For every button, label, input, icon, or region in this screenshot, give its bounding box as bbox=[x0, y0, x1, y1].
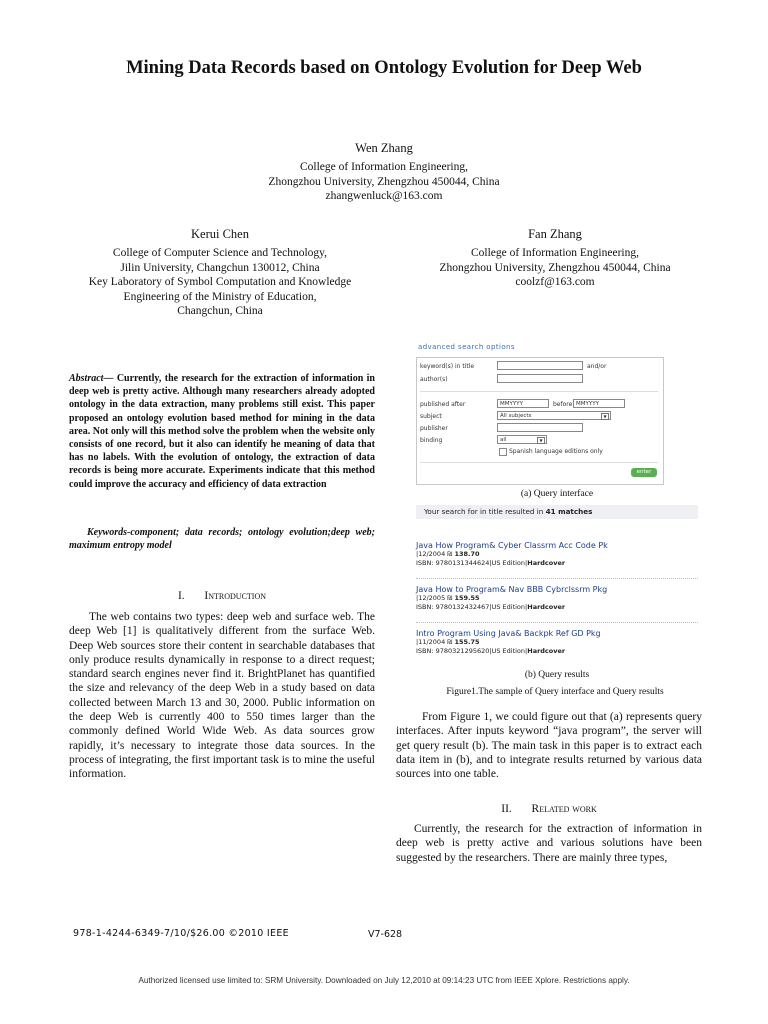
figure-caption-b: (b) Query results bbox=[524, 670, 590, 680]
field-label: keyword(s) in title bbox=[420, 363, 475, 370]
affiliation-line: Engineering of the Ministry of Education, bbox=[123, 290, 317, 303]
figure-caption-main: Figure1.The sample of Query interface and Query results bbox=[446, 687, 664, 697]
field-label: binding bbox=[420, 437, 443, 444]
result-meta: |12/2005 ₪ 159.55 bbox=[416, 594, 480, 602]
field-label: subject bbox=[420, 413, 442, 420]
section-number: I. bbox=[177, 590, 185, 602]
result-title-link[interactable]: Intro Program Using Java& Backpk Ref GD Pkg bbox=[416, 629, 601, 638]
affiliation-line: College of Information Engineering, bbox=[300, 161, 468, 173]
section-heading-related-work bbox=[396, 803, 702, 815]
results-banner bbox=[416, 505, 698, 519]
chevron-down-icon: ▼ bbox=[601, 413, 609, 420]
result-title-link[interactable]: Java How to Program& Nav BBB Cybrclssrm Pkg bbox=[416, 585, 608, 594]
figure-discussion-paragraph: From Figure 1, we could figure out that (a) represents query interfaces. After inputs keyword “java program”, the server will get query result (b). The main task in this paper is to extract each data item in (b), and to integrate results returned by various data sources into one table. bbox=[396, 711, 702, 781]
query-interface-panel bbox=[416, 357, 664, 485]
author-block-3 bbox=[400, 227, 710, 290]
binding-select-value: all bbox=[500, 437, 507, 443]
section-number: II. bbox=[501, 803, 512, 815]
results-list bbox=[416, 541, 698, 656]
chevron-down-icon: ▼ bbox=[537, 437, 545, 444]
and-or-label: and/or bbox=[587, 363, 607, 370]
affiliation-line: Changchun, China bbox=[177, 305, 263, 317]
page-number: V7-628 bbox=[368, 929, 403, 940]
result-meta: ISBN: 9780131344624|US Edition|Hardcover bbox=[416, 559, 566, 567]
keyword-title-input[interactable] bbox=[497, 361, 583, 370]
divider bbox=[420, 391, 658, 392]
author-input[interactable] bbox=[497, 374, 583, 383]
result-price: 138.70 bbox=[454, 550, 480, 558]
result-edition: US Edition bbox=[491, 647, 526, 655]
result-meta: ISBN: 9780132432467|US Edition|Hardcover bbox=[416, 603, 566, 611]
binding-select[interactable] bbox=[497, 435, 547, 444]
author-email: zhangwenluck@163.com bbox=[325, 190, 443, 202]
result-date: 12/2004 bbox=[418, 550, 446, 558]
section-title: Introduction bbox=[204, 590, 267, 602]
author-name: Fan Zhang bbox=[528, 227, 582, 241]
abstract-text: Currently, the research for the extraction of information in deep web is pretty active. Although many researchers already adopted ontology in the data extraction, many problems still exist. This paper proposed an ontology evolution based method for mining in the data area. Not only will this method solve the problem when the website only consists of one record, but it also can identify he meaning of data that has no labels. With the evolution of ontology, the extraction of data records is being more accurate. Experiments indicate that this method could improve the accuracy and efficiency of data extraction bbox=[69, 373, 375, 490]
author-email: coolzf@163.com bbox=[515, 276, 595, 288]
list-item bbox=[416, 541, 698, 568]
keywords: Keywords-component; data records; ontology evolution;deep web; maximum entropy model bbox=[69, 527, 375, 552]
affiliation-line: College of Computer Science and Technology, bbox=[112, 247, 328, 259]
section-title: Related work bbox=[531, 803, 597, 815]
enter-button[interactable]: enter bbox=[631, 468, 657, 477]
author-affiliation bbox=[400, 246, 710, 290]
author-block-2 bbox=[50, 227, 390, 319]
affiliation-line: College of Information Engineering, bbox=[471, 247, 639, 259]
list-item bbox=[416, 585, 698, 612]
result-date: 11/2004 bbox=[418, 638, 446, 646]
result-isbn: ISBN: 9780131344624 bbox=[416, 559, 490, 567]
query-interface-title: advanced search options bbox=[418, 343, 515, 351]
result-meta: |12/2004 ₪ 138.70 bbox=[416, 550, 480, 558]
currency-icon: ₪ bbox=[447, 638, 453, 646]
divider bbox=[416, 578, 698, 579]
field-label: publisher bbox=[420, 425, 448, 432]
section-heading-introduction bbox=[69, 590, 375, 602]
result-date: 12/2005 bbox=[418, 594, 446, 602]
result-isbn: ISBN: 9780321295620 bbox=[416, 647, 490, 655]
result-price: 159.55 bbox=[454, 594, 480, 602]
author-block-1 bbox=[184, 141, 584, 204]
result-edition: US Edition bbox=[491, 603, 526, 611]
result-binding: Hardcover bbox=[527, 559, 566, 567]
abstract-label: Abstract— bbox=[69, 373, 114, 384]
list-item bbox=[416, 629, 698, 656]
field-label: published after bbox=[420, 401, 466, 408]
paper-title: Mining Data Records based on Ontology Evolution for Deep Web bbox=[126, 58, 642, 78]
affiliation-line: Zhongzhou University, Zhengzhou 450044, China bbox=[439, 261, 671, 274]
divider bbox=[420, 462, 658, 463]
result-meta: |11/2004 ₪ 155.75 bbox=[416, 638, 480, 646]
author-name: Kerui Chen bbox=[191, 227, 249, 241]
published-before-input[interactable]: MMYYYY bbox=[573, 399, 625, 408]
results-count: 41 matches bbox=[545, 507, 593, 516]
field-label: author(s) bbox=[420, 376, 448, 383]
result-price: 155.75 bbox=[454, 638, 480, 646]
checkbox-label: Spanish language editions only bbox=[509, 448, 603, 455]
currency-icon: ₪ bbox=[447, 550, 453, 558]
authorization-note: Authorized licensed use limited to: SRM University. Downloaded on July 12,2010 at 09:14:23 UTC from IEEE Xplore. Restrictions apply. bbox=[138, 976, 630, 985]
query-interface-figure bbox=[416, 343, 664, 485]
affiliation-line: Zhongzhou University, Zhengzhou 450044, China bbox=[268, 175, 500, 188]
abstract bbox=[69, 372, 375, 491]
subject-select-value: All subjects bbox=[500, 413, 532, 419]
result-edition: US Edition bbox=[491, 559, 526, 567]
publisher-input[interactable] bbox=[497, 423, 583, 432]
author-name: Wen Zhang bbox=[355, 141, 413, 155]
author-affiliation bbox=[184, 160, 584, 204]
currency-icon: ₪ bbox=[447, 594, 453, 602]
result-isbn: ISBN: 9780132432467 bbox=[416, 603, 490, 611]
affiliation-line: Jilin University, Changchun 130012, China bbox=[120, 261, 320, 274]
result-binding: Hardcover bbox=[527, 647, 566, 655]
footer-isbn: 978-1-4244-6349-7/10/$26.00 ©2010 IEEE bbox=[73, 928, 289, 939]
affiliation-line: Key Laboratory of Symbol Computation and Knowledge bbox=[88, 276, 352, 288]
figure-caption-a: (a) Query interface bbox=[520, 489, 594, 499]
published-after-input[interactable]: MMYYYY bbox=[497, 399, 549, 408]
subject-select[interactable] bbox=[497, 411, 611, 420]
author-affiliation bbox=[50, 246, 390, 319]
results-banner-text: Your search for in title resulted in bbox=[424, 507, 546, 516]
result-meta: ISBN: 9780321295620|US Edition|Hardcover bbox=[416, 647, 566, 655]
spanish-checkbox[interactable] bbox=[499, 448, 507, 456]
related-work-paragraph: Currently, the research for the extraction of information in deep web is pretty active and various solutions have been suggested by the researchers. There are mainly three types, bbox=[396, 823, 702, 864]
result-title-link[interactable]: Java How Program& Cyber Classrm Acc Code Pk bbox=[416, 541, 608, 550]
introduction-paragraph: The web contains two types: deep web and surface web. The deep Web [1] is qualitatively different from the surface Web. Deep Web sources store their content in searchable databases that only produce results dynamically in response to a direct request; standard search engines never find it. BrightPlanet has quantified the size and relevancy of the deep Web in a study based on data collected between March 13 and 30, 2000. Public information on the deep Web is currently 400 to 550 times larger than the commonly defined World Wide Web. As data sources grow rapidly, it’s necessary to integrate those data sources. In the process of integrating, the first important task is to mine the useful information. bbox=[69, 611, 375, 781]
divider bbox=[416, 622, 698, 623]
before-label: before bbox=[553, 401, 573, 408]
result-binding: Hardcover bbox=[527, 603, 566, 611]
